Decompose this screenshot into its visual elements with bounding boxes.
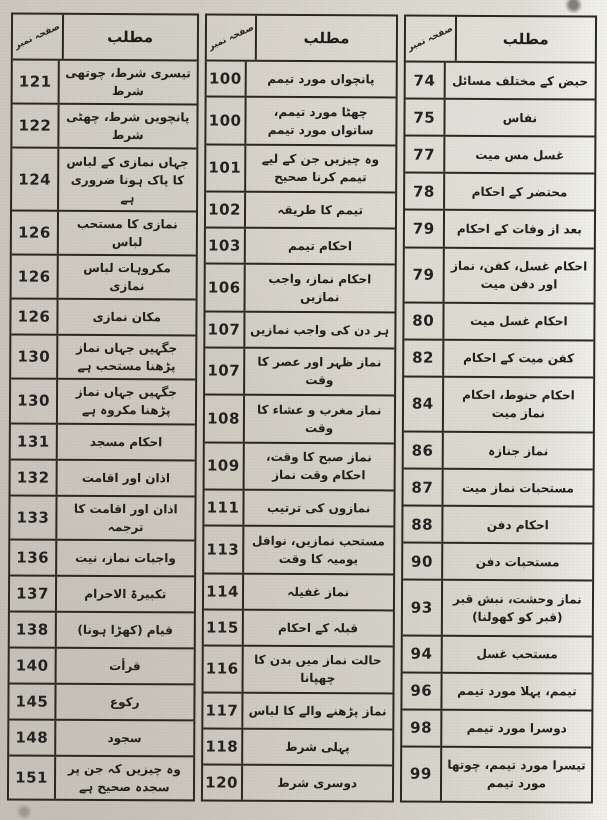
page-number-cell: 84 bbox=[404, 377, 444, 430]
page-number-header bbox=[206, 15, 257, 59]
page-number-cell: 96 bbox=[402, 673, 442, 708]
page-number-header-label: صفحہ نمبر bbox=[405, 23, 455, 54]
table-row bbox=[404, 338, 593, 376]
page-number-cell: 75 bbox=[405, 100, 445, 135]
page-number-cell: 108 bbox=[204, 395, 244, 441]
page-number-cell: 133 bbox=[10, 496, 57, 538]
page-number-cell: 113 bbox=[204, 526, 244, 572]
topic-cell: غسل مس میت bbox=[475, 147, 565, 163]
table-row bbox=[206, 143, 395, 191]
page-number-cell: 87 bbox=[403, 470, 443, 505]
page-number-cell: 82 bbox=[404, 340, 444, 375]
table-row bbox=[203, 644, 392, 692]
page-number-cell: 101 bbox=[206, 145, 246, 191]
topic-cell: نماز غفیلہ bbox=[287, 584, 350, 599]
page-number-cell: 107 bbox=[205, 312, 245, 346]
topic-cell: مستحب نمازیں، نوافل یومیہ کا وقت bbox=[252, 533, 385, 567]
topic-cell: احکام دفن bbox=[486, 517, 549, 533]
table-row bbox=[404, 301, 593, 339]
page-number-cell: 106 bbox=[205, 264, 245, 310]
topic-cell: چھٹا مورد تیمم، ساتواں مورد تیمم bbox=[267, 104, 374, 138]
topic-cell: دوسری شرط bbox=[277, 775, 358, 791]
page-number-header-label: صفحہ نمبر bbox=[13, 21, 62, 52]
topic-cell: اذان اور اقامت کا ترجمہ bbox=[73, 501, 178, 534]
table-row bbox=[203, 608, 392, 645]
topic-cell: اذان اور اقامت bbox=[81, 470, 170, 485]
topic-cell: بعد از وفات کے احکام bbox=[456, 221, 582, 237]
table-row bbox=[402, 708, 591, 746]
header-row bbox=[406, 17, 595, 62]
page-number-cell: 79 bbox=[404, 248, 444, 301]
topic-cell: مستحب غسل bbox=[476, 646, 558, 662]
topic-cell: نفاس bbox=[502, 110, 538, 125]
table-row bbox=[204, 393, 393, 441]
topic-cell: احکام غسل میت bbox=[470, 314, 568, 329]
page-number-cell: 90 bbox=[403, 544, 443, 579]
header-row bbox=[206, 15, 395, 60]
topic-cell: تیمم، پہلا مورد تیمم bbox=[457, 684, 577, 699]
table-row bbox=[10, 646, 194, 683]
page-number-cell: 100 bbox=[206, 61, 246, 95]
topic-cell: حیض کے مختلف مسائل bbox=[452, 73, 589, 89]
table-row bbox=[206, 59, 395, 96]
page-number-cell: 77 bbox=[405, 137, 445, 172]
topic-cell: نماز صبح کا وقت، احکام وقت نماز bbox=[266, 450, 372, 483]
table-row bbox=[402, 634, 591, 672]
table-row bbox=[205, 226, 394, 263]
page-number-cell: 102 bbox=[206, 192, 246, 226]
page-number-cell: 131 bbox=[11, 424, 58, 458]
page-number-cell: 94 bbox=[402, 636, 442, 671]
table-row bbox=[404, 375, 594, 431]
page-number-cell: 126 bbox=[12, 255, 59, 297]
topic-cell: پانچواں مورد تیمم bbox=[267, 71, 375, 87]
table-row bbox=[10, 610, 194, 647]
topic-cell: نماز پڑھنے والے کا لباس bbox=[248, 703, 387, 719]
table-row bbox=[405, 135, 594, 173]
topic-cell: احکام غسل، کفن، نماز اور دفن میت bbox=[450, 258, 588, 292]
topic-cell: حالت نماز میں بدن کا چھپانا bbox=[254, 653, 382, 686]
contents-tables bbox=[7, 12, 597, 803]
page-number-cell: 151 bbox=[9, 756, 56, 798]
page-number-cell: 116 bbox=[203, 646, 243, 692]
table-row bbox=[402, 671, 591, 709]
page-number-header bbox=[406, 17, 457, 61]
table-row bbox=[403, 579, 593, 635]
table-row bbox=[204, 524, 393, 572]
table-row bbox=[11, 422, 195, 459]
page-number-cell: 117 bbox=[203, 693, 243, 727]
topic-cell: نماز مغرب و عشاء کا وقت bbox=[256, 402, 382, 435]
topic-cell: نماز وحشت، نبش قبر (قبر کو کھولنا) bbox=[453, 591, 582, 625]
table-row bbox=[10, 538, 194, 575]
topic-cell: احکام تیمم bbox=[287, 238, 353, 254]
contents-table-right bbox=[400, 15, 597, 804]
page-number-cell: 107 bbox=[205, 348, 245, 394]
page-number-header-label: صفحہ نمبر bbox=[206, 22, 256, 53]
table-row bbox=[204, 441, 393, 489]
topic-cell: وہ چیزیں جن کے لیے تیمم کرنا صحیح bbox=[261, 152, 380, 185]
topic-cell: مستحبات دفن bbox=[475, 554, 560, 570]
table-row bbox=[13, 58, 197, 103]
topic-cell: مستحبات نماز میت bbox=[461, 480, 575, 496]
table-row bbox=[403, 468, 592, 506]
table-row bbox=[12, 253, 196, 298]
topic-cell: جگہیں جہاں نماز پڑھنا مستحب ہے bbox=[76, 341, 178, 374]
table-row bbox=[403, 431, 592, 469]
topic-cell: پانچویں شرط، چھٹی شرط bbox=[66, 110, 190, 143]
page-number-cell: 114 bbox=[204, 574, 244, 608]
page-number-cell: 148 bbox=[9, 720, 56, 754]
topic-cell: قیام (کھڑا ہونا) bbox=[77, 622, 173, 638]
page-number-cell: 86 bbox=[403, 433, 443, 468]
rows bbox=[402, 61, 595, 802]
table-row bbox=[9, 718, 193, 755]
topic-cell: نماز جنازہ bbox=[488, 443, 549, 458]
page-number-cell: 103 bbox=[205, 228, 245, 262]
topic-cell: قبلہ کے احکام bbox=[277, 620, 359, 635]
table-row bbox=[405, 61, 594, 99]
page-number-cell: 120 bbox=[203, 765, 243, 799]
page-number-cell: 98 bbox=[402, 710, 442, 745]
table-row bbox=[402, 745, 592, 801]
page-number-cell: 132 bbox=[11, 460, 58, 494]
page-number-cell: 74 bbox=[405, 63, 445, 98]
table-row bbox=[11, 334, 195, 379]
table-row bbox=[11, 378, 195, 423]
topic-cell: دوسرا مورد تیمم bbox=[466, 721, 567, 736]
table-row bbox=[206, 95, 395, 143]
header-row bbox=[13, 14, 197, 59]
table-row bbox=[403, 542, 592, 580]
topic-header: مطلب bbox=[502, 29, 549, 49]
page-number-cell: 138 bbox=[10, 612, 57, 646]
table-row bbox=[12, 147, 196, 210]
topic-cell: نمازی کا مستحب لباس bbox=[76, 216, 178, 249]
topic-header: مطلب bbox=[107, 27, 154, 46]
table-row bbox=[12, 209, 196, 254]
page-number-cell: 78 bbox=[405, 174, 445, 209]
table-row bbox=[11, 458, 195, 495]
topic-cell: مکان نمازی bbox=[92, 309, 161, 325]
table-row bbox=[9, 682, 193, 719]
page-number-cell: 93 bbox=[403, 581, 443, 634]
topic-cell: جگہیں جہاں نماز پڑھنا مکروہ ہے bbox=[75, 385, 177, 418]
rows bbox=[9, 58, 196, 799]
topic-cell: سجود bbox=[107, 730, 142, 745]
page-number-cell: 118 bbox=[203, 729, 243, 763]
topic-cell: تکبیرۃ الاحرام bbox=[84, 586, 167, 602]
table-row bbox=[403, 505, 592, 543]
table-row bbox=[205, 262, 394, 310]
topic-cell: احکام حنوط، احکام نماز میت bbox=[462, 388, 575, 421]
page-number-cell: 140 bbox=[10, 648, 57, 682]
table-row bbox=[205, 346, 394, 394]
topic-cell: واجبات نماز، نیت bbox=[75, 550, 176, 566]
topic-cell: نماز ظہر اور عصر کا وقت bbox=[257, 355, 382, 388]
page-number-cell: 126 bbox=[12, 211, 59, 253]
page-number-header bbox=[13, 14, 64, 58]
topic-header: مطلب bbox=[303, 28, 350, 47]
topic-cell: پہلی شرط bbox=[285, 739, 350, 755]
page-number-cell: 121 bbox=[13, 60, 60, 102]
page-number-cell: 130 bbox=[11, 380, 58, 422]
table-row bbox=[11, 298, 195, 335]
topic-cell: احکام مسجد bbox=[89, 434, 163, 449]
page-number-cell: 137 bbox=[10, 576, 57, 610]
table-row bbox=[203, 691, 392, 728]
topic-cell: تیسرا مورد تیمم، چوتھا مورد تیمم bbox=[447, 758, 586, 791]
topic-cell: محتضر کے احکام bbox=[471, 184, 568, 200]
page-number-cell: 136 bbox=[10, 540, 57, 574]
topic-cell: وہ چیزیں کہ جن پر سجدہ صحیح ہے bbox=[67, 761, 181, 795]
table-row bbox=[404, 246, 594, 302]
table-row bbox=[405, 209, 594, 247]
table-row bbox=[405, 172, 594, 210]
table-row bbox=[405, 98, 594, 136]
rows bbox=[203, 59, 396, 800]
page-number-cell: 88 bbox=[403, 507, 443, 542]
topic-cell: کفن میت کے احکام bbox=[463, 351, 575, 366]
page-number-cell: 100 bbox=[206, 97, 246, 143]
table-row bbox=[203, 763, 392, 800]
topic-cell: قرأت bbox=[109, 658, 141, 673]
topic-cell: ہر دن کی واجب نمازیں bbox=[250, 322, 390, 337]
page-number-cell: 115 bbox=[203, 610, 243, 644]
table-row bbox=[204, 572, 393, 609]
topic-cell: تیسری شرط، چوتھی شرط bbox=[65, 65, 191, 99]
table-row bbox=[10, 574, 194, 611]
table-row bbox=[9, 754, 193, 799]
page-number-cell: 145 bbox=[9, 684, 56, 718]
contents-table-middle bbox=[201, 13, 398, 802]
page-number-cell: 122 bbox=[12, 105, 59, 147]
page-number-cell: 124 bbox=[12, 149, 59, 209]
table-row bbox=[12, 103, 196, 148]
topic-cell: مکروہات لباس نمازی bbox=[83, 260, 171, 294]
page-number-cell: 130 bbox=[11, 336, 58, 378]
table-row bbox=[203, 727, 392, 764]
contents-table-left bbox=[7, 12, 199, 801]
table-row bbox=[10, 494, 194, 539]
topic-cell: نمازوں کی ترتیب bbox=[267, 500, 371, 516]
table-row bbox=[204, 488, 393, 525]
table-row bbox=[205, 310, 394, 347]
page-number-cell: 80 bbox=[404, 303, 444, 338]
topic-cell: احکام نماز، واجب نمازیں bbox=[268, 271, 372, 304]
page-number-cell: 79 bbox=[405, 211, 445, 246]
topic-cell: رکوع bbox=[109, 694, 140, 709]
table-row bbox=[206, 190, 395, 227]
page-number-cell: 111 bbox=[204, 490, 244, 524]
page-number-cell: 126 bbox=[11, 300, 58, 334]
topic-cell: جہاں نمازی کے لباس کا پاک ہونا ضروری ہے bbox=[66, 154, 189, 205]
page-number-cell: 109 bbox=[204, 443, 244, 489]
topic-cell: تیمم کا طریقہ bbox=[277, 202, 364, 218]
page-number-cell: 99 bbox=[402, 747, 442, 800]
